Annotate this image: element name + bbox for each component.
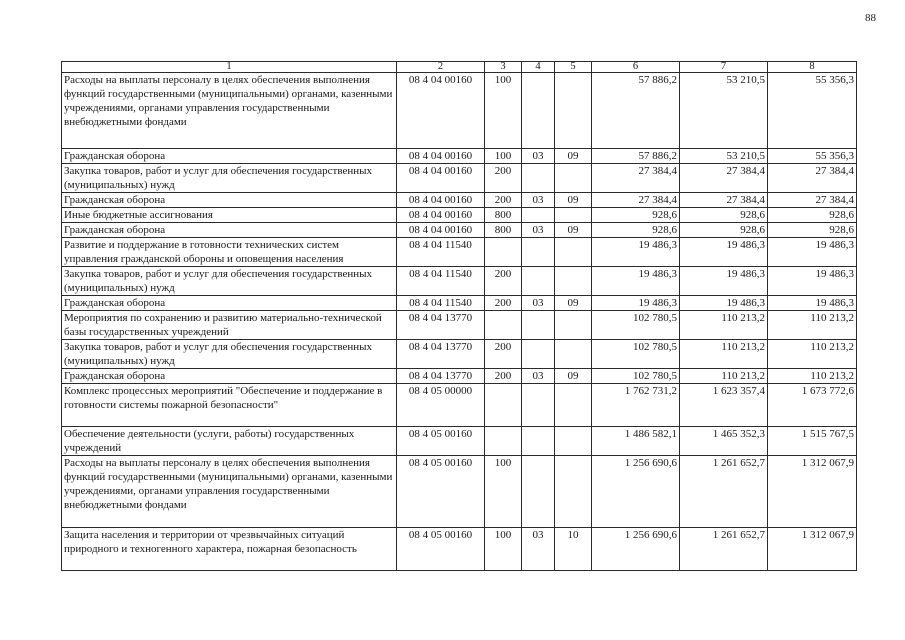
row-rz-cell: 03 <box>522 369 555 384</box>
row-vr-cell: 200 <box>485 296 522 311</box>
table-row <box>62 73 857 149</box>
row-amount-8-cell: 110 213,2 <box>768 311 857 340</box>
row-amount-8-cell: 1 515 767,5 <box>768 427 857 456</box>
row-pr-cell <box>555 164 592 193</box>
row-rz-cell <box>522 267 555 296</box>
row-amount-6-cell: 27 384,4 <box>592 164 680 193</box>
row-code-cell: 08 4 04 13770 <box>397 340 485 369</box>
header-cell: 5 <box>555 62 592 73</box>
row-name-cell: Расходы на выплаты персоналу в целях обеспечения выполнения функций государственными (муниципальными) органами, казенными учреждениями, органами управления государственными внебюджетными фондами <box>62 73 397 149</box>
header-cell: 8 <box>768 62 857 73</box>
row-amount-8-cell: 110 213,2 <box>768 369 857 384</box>
header-cell: 7 <box>680 62 768 73</box>
row-rz-cell: 03 <box>522 149 555 164</box>
row-amount-7-cell: 1 261 652,7 <box>680 456 768 528</box>
row-name-cell: Закупка товаров, работ и услуг для обеспечения государственных (муниципальных) нужд <box>62 164 397 193</box>
row-code-cell: 08 4 05 00160 <box>397 528 485 571</box>
row-vr-cell: 800 <box>485 223 522 238</box>
table-row <box>62 456 857 528</box>
row-name-cell: Гражданская оборона <box>62 193 397 208</box>
row-amount-6-cell: 57 886,2 <box>592 149 680 164</box>
row-rz-cell: 03 <box>522 296 555 311</box>
row-amount-7-cell: 1 623 357,4 <box>680 384 768 427</box>
budget-table <box>61 61 857 571</box>
row-vr-cell: 100 <box>485 456 522 528</box>
table-row <box>62 384 857 427</box>
row-rz-cell: 03 <box>522 223 555 238</box>
row-amount-8-cell: 19 486,3 <box>768 267 857 296</box>
header-cell: 6 <box>592 62 680 73</box>
row-amount-7-cell: 110 213,2 <box>680 340 768 369</box>
row-code-cell: 08 4 04 00160 <box>397 149 485 164</box>
row-amount-8-cell: 1 673 772,6 <box>768 384 857 427</box>
row-vr-cell: 200 <box>485 340 522 369</box>
row-name-cell: Расходы на выплаты персоналу в целях обеспечения выполнения функций государственными (муниципальными) органами, казенными учреждениями, органами управления государственными внебюджетными фондами <box>62 456 397 528</box>
row-name-cell: Мероприятия по сохранению и развитию материально-технической базы государственных учреждений <box>62 311 397 340</box>
table-row <box>62 193 857 208</box>
row-amount-8-cell: 1 312 067,9 <box>768 456 857 528</box>
row-amount-6-cell: 102 780,5 <box>592 311 680 340</box>
row-amount-6-cell: 102 780,5 <box>592 340 680 369</box>
row-amount-7-cell: 19 486,3 <box>680 238 768 267</box>
table-row <box>62 267 857 296</box>
row-name-cell: Защита населения и территории от чрезвычайных ситуаций природного и техногенного характера, пожарная безопасность <box>62 528 397 571</box>
row-name-cell: Закупка товаров, работ и услуг для обеспечения государственных (муниципальных) нужд <box>62 267 397 296</box>
row-rz-cell <box>522 384 555 427</box>
row-pr-cell <box>555 311 592 340</box>
row-pr-cell <box>555 427 592 456</box>
row-pr-cell <box>555 267 592 296</box>
row-amount-7-cell: 110 213,2 <box>680 311 768 340</box>
row-name-cell: Гражданская оборона <box>62 149 397 164</box>
row-vr-cell: 100 <box>485 73 522 149</box>
row-vr-cell <box>485 427 522 456</box>
row-name-cell: Развитие и поддержание в готовности технических систем управления гражданской обороны и оповещения населения <box>62 238 397 267</box>
row-amount-7-cell: 1 465 352,3 <box>680 427 768 456</box>
row-code-cell: 08 4 04 13770 <box>397 369 485 384</box>
table-row <box>62 238 857 267</box>
row-amount-8-cell: 19 486,3 <box>768 238 857 267</box>
row-amount-6-cell: 1 256 690,6 <box>592 456 680 528</box>
header-cell: 1 <box>62 62 397 73</box>
row-amount-7-cell: 928,6 <box>680 223 768 238</box>
row-amount-6-cell: 1 486 582,1 <box>592 427 680 456</box>
row-amount-7-cell: 19 486,3 <box>680 267 768 296</box>
row-rz-cell <box>522 238 555 267</box>
table-row <box>62 149 857 164</box>
header-cell: 4 <box>522 62 555 73</box>
row-code-cell: 08 4 05 00160 <box>397 456 485 528</box>
table-row <box>62 427 857 456</box>
row-code-cell: 08 4 04 11540 <box>397 296 485 311</box>
row-pr-cell <box>555 208 592 223</box>
row-code-cell: 08 4 04 00160 <box>397 223 485 238</box>
row-pr-cell: 10 <box>555 528 592 571</box>
header-cell: 2 <box>397 62 485 73</box>
table-row <box>62 208 857 223</box>
row-rz-cell <box>522 456 555 528</box>
row-amount-7-cell: 53 210,5 <box>680 73 768 149</box>
row-pr-cell: 09 <box>555 149 592 164</box>
row-name-cell: Иные бюджетные ассигнования <box>62 208 397 223</box>
row-code-cell: 08 4 04 00160 <box>397 208 485 223</box>
row-pr-cell <box>555 456 592 528</box>
row-amount-8-cell: 928,6 <box>768 223 857 238</box>
row-amount-6-cell: 57 886,2 <box>592 73 680 149</box>
row-amount-8-cell: 55 356,3 <box>768 73 857 149</box>
row-pr-cell <box>555 73 592 149</box>
row-rz-cell <box>522 73 555 149</box>
row-pr-cell: 09 <box>555 193 592 208</box>
table-row <box>62 296 857 311</box>
row-amount-8-cell: 110 213,2 <box>768 340 857 369</box>
row-amount-6-cell: 928,6 <box>592 208 680 223</box>
row-code-cell: 08 4 04 11540 <box>397 267 485 296</box>
table-row <box>62 223 857 238</box>
row-amount-6-cell: 102 780,5 <box>592 369 680 384</box>
row-amount-8-cell: 19 486,3 <box>768 296 857 311</box>
row-code-cell: 08 4 04 13770 <box>397 311 485 340</box>
row-pr-cell: 09 <box>555 223 592 238</box>
row-amount-8-cell: 928,6 <box>768 208 857 223</box>
table-row <box>62 369 857 384</box>
row-amount-6-cell: 1 762 731,2 <box>592 384 680 427</box>
row-name-cell: Гражданская оборона <box>62 369 397 384</box>
row-amount-7-cell: 928,6 <box>680 208 768 223</box>
header-cell: 3 <box>485 62 522 73</box>
row-rz-cell <box>522 340 555 369</box>
row-amount-7-cell: 1 261 652,7 <box>680 528 768 571</box>
row-pr-cell: 09 <box>555 296 592 311</box>
row-pr-cell: 09 <box>555 369 592 384</box>
row-amount-8-cell: 55 356,3 <box>768 149 857 164</box>
row-amount-6-cell: 19 486,3 <box>592 267 680 296</box>
row-code-cell: 08 4 04 00160 <box>397 73 485 149</box>
row-vr-cell <box>485 384 522 427</box>
table-row <box>62 340 857 369</box>
row-amount-7-cell: 19 486,3 <box>680 296 768 311</box>
row-code-cell: 08 4 05 00000 <box>397 384 485 427</box>
row-rz-cell <box>522 427 555 456</box>
table-row <box>62 528 857 571</box>
row-code-cell: 08 4 04 00160 <box>397 164 485 193</box>
row-rz-cell <box>522 208 555 223</box>
row-amount-6-cell: 19 486,3 <box>592 238 680 267</box>
row-code-cell: 08 4 05 00160 <box>397 427 485 456</box>
row-pr-cell <box>555 384 592 427</box>
row-name-cell: Закупка товаров, работ и услуг для обеспечения государственных (муниципальных) нужд <box>62 340 397 369</box>
row-vr-cell <box>485 238 522 267</box>
row-name-cell: Комплекс процессных мероприятий "Обеспечение и поддержание в готовности системы пожарной безопасности" <box>62 384 397 427</box>
row-vr-cell: 100 <box>485 149 522 164</box>
row-vr-cell: 200 <box>485 164 522 193</box>
row-amount-6-cell: 928,6 <box>592 223 680 238</box>
row-vr-cell: 200 <box>485 193 522 208</box>
row-pr-cell <box>555 340 592 369</box>
row-amount-7-cell: 53 210,5 <box>680 149 768 164</box>
row-name-cell: Гражданская оборона <box>62 296 397 311</box>
page-number: 88 <box>865 12 876 24</box>
row-rz-cell <box>522 164 555 193</box>
row-amount-6-cell: 19 486,3 <box>592 296 680 311</box>
row-name-cell: Обеспечение деятельности (услуги, работы) государственных учреждений <box>62 427 397 456</box>
row-code-cell: 08 4 04 00160 <box>397 193 485 208</box>
row-amount-8-cell: 1 312 067,9 <box>768 528 857 571</box>
row-amount-7-cell: 110 213,2 <box>680 369 768 384</box>
row-amount-8-cell: 27 384,4 <box>768 193 857 208</box>
table-row <box>62 311 857 340</box>
row-vr-cell: 200 <box>485 369 522 384</box>
row-vr-cell: 800 <box>485 208 522 223</box>
row-name-cell: Гражданская оборона <box>62 223 397 238</box>
row-vr-cell: 200 <box>485 267 522 296</box>
row-amount-7-cell: 27 384,4 <box>680 193 768 208</box>
row-pr-cell <box>555 238 592 267</box>
row-vr-cell <box>485 311 522 340</box>
row-rz-cell <box>522 311 555 340</box>
table-body <box>62 73 857 571</box>
row-vr-cell: 100 <box>485 528 522 571</box>
row-code-cell: 08 4 04 11540 <box>397 238 485 267</box>
row-rz-cell: 03 <box>522 528 555 571</box>
row-amount-6-cell: 1 256 690,6 <box>592 528 680 571</box>
table-row <box>62 164 857 193</box>
row-rz-cell: 03 <box>522 193 555 208</box>
row-amount-8-cell: 27 384,4 <box>768 164 857 193</box>
header-row <box>62 62 857 73</box>
row-amount-7-cell: 27 384,4 <box>680 164 768 193</box>
row-amount-6-cell: 27 384,4 <box>592 193 680 208</box>
